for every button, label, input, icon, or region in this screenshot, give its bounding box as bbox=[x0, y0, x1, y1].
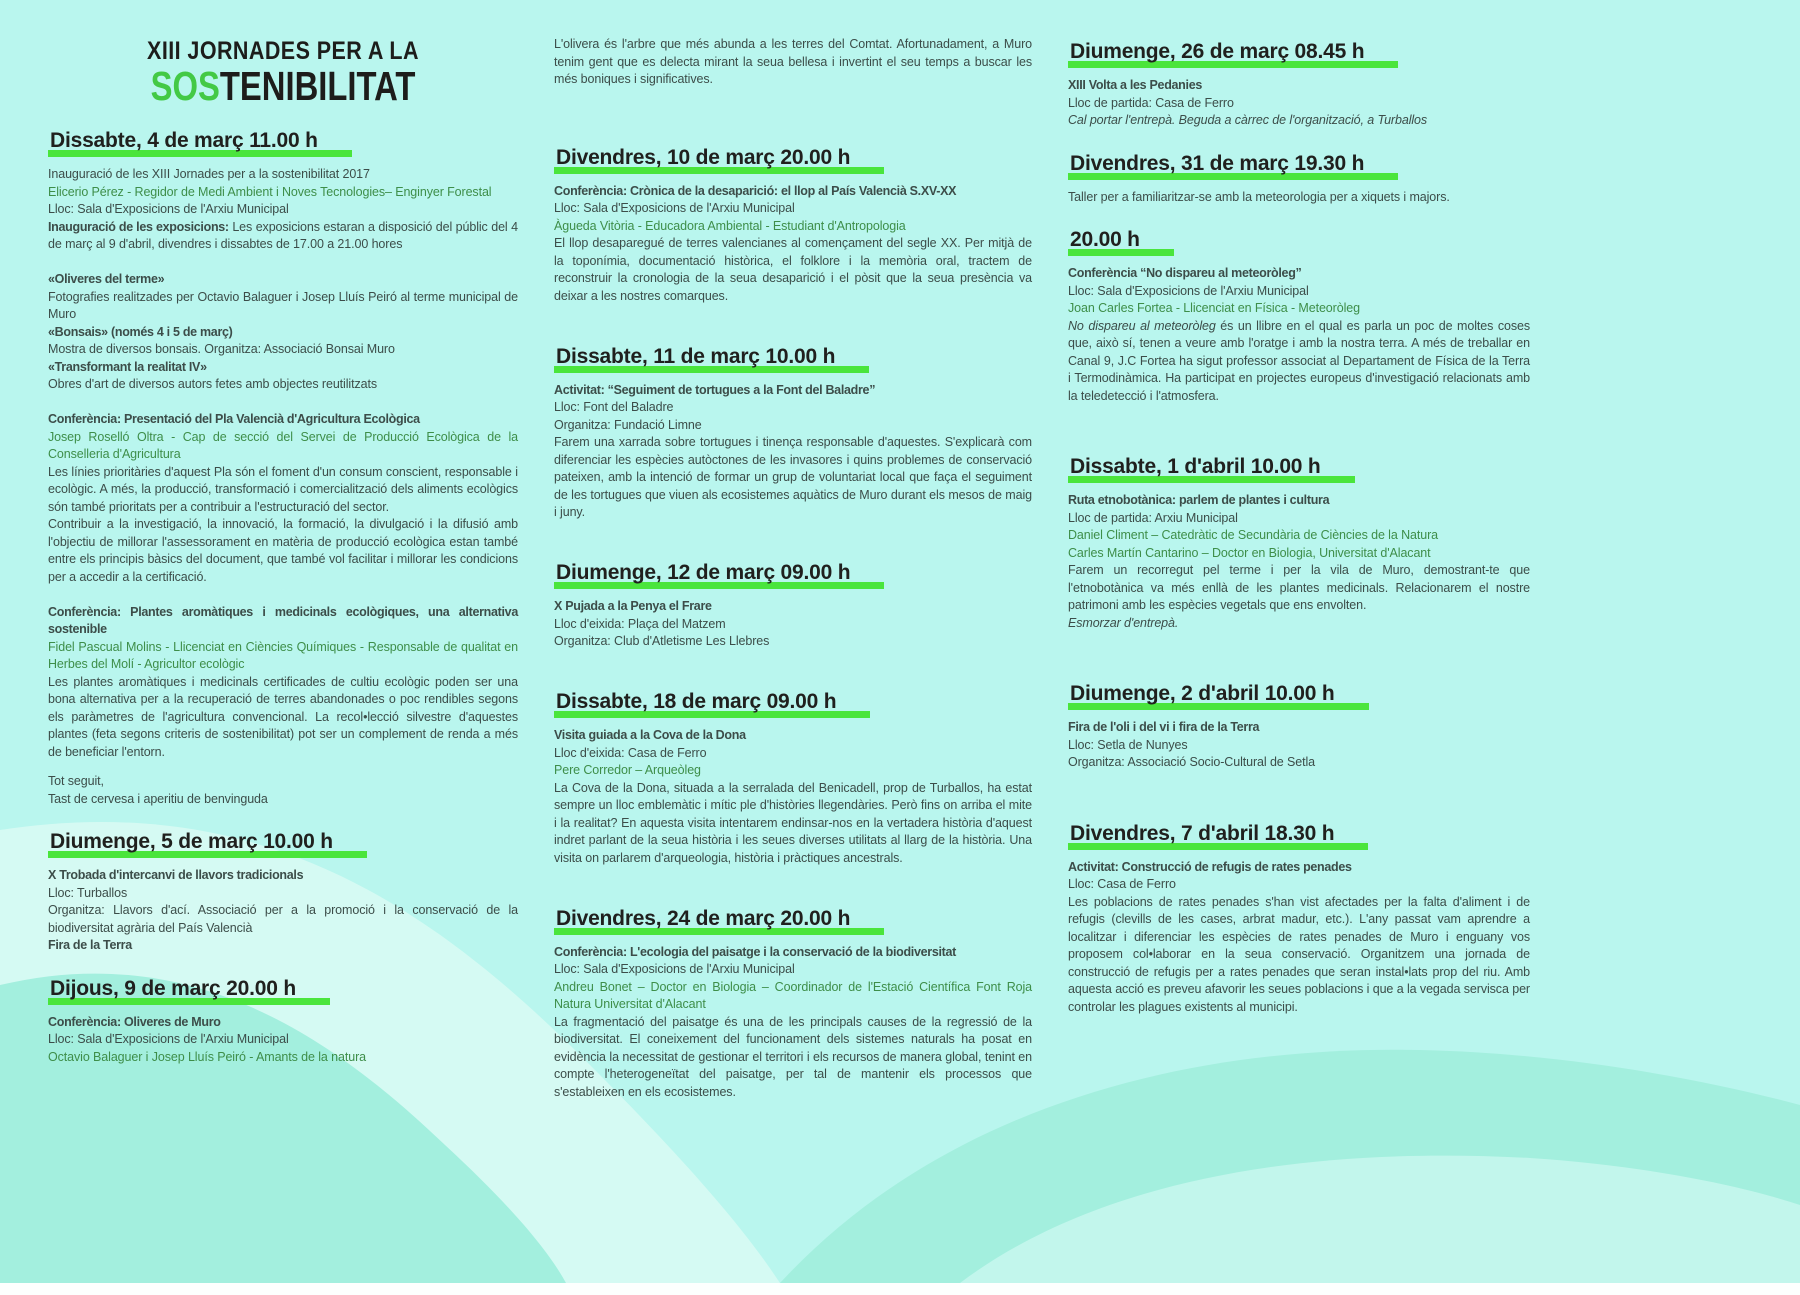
text-paragraph bbox=[1068, 77, 1530, 95]
text-segment: Fotografies realitzades per Octavio Balaguer i Josep Lluís Peiró al terme municipal de Muro bbox=[48, 289, 518, 321]
text-paragraph bbox=[48, 604, 518, 639]
spacer bbox=[1068, 405, 1530, 433]
text-paragraph bbox=[554, 616, 1032, 634]
text-paragraph bbox=[554, 745, 1032, 763]
text-paragraph bbox=[1068, 615, 1530, 633]
event-heading-text: Diumenge, 26 de març 08.45 h bbox=[1068, 40, 1398, 68]
text-segment: Les línies prioritàries d'aquest Pla són el foment d'un consum conscient, responsable i ecològic. A més, la producció, transformació i comercialització dels aliments ecològics són també prioritats per a contribuir a l'estructuració del sector. bbox=[48, 464, 518, 514]
text-paragraph bbox=[554, 382, 1032, 400]
three-column-layout bbox=[48, 0, 1530, 1283]
text-segment: Organitza: Fundació Limne bbox=[554, 417, 702, 432]
event-heading bbox=[554, 345, 1032, 373]
text-paragraph bbox=[48, 937, 518, 955]
event-heading-text: Dissabte, 11 de març 10.00 h bbox=[554, 345, 869, 373]
text-segment: «Transformant la realitat IV» bbox=[48, 359, 207, 374]
text-segment: Joan Carles Fortea - Llicenciat en Física - Meteoròleg bbox=[1068, 301, 1360, 315]
text-segment: Fira de l'oli i del vi i fira de la Terra bbox=[1068, 720, 1260, 734]
spacer bbox=[48, 254, 518, 272]
spacer bbox=[48, 761, 518, 773]
text-paragraph bbox=[1068, 510, 1530, 528]
text-paragraph bbox=[48, 184, 518, 202]
text-segment: La fragmentació del paisatge és una de les principals causes de la regressió de la biodiversitat. El coneixement del funcionament dels sistemes naturals ha posat en evidència la necessitat de gestionar el territori i els recursos de manera global, tenint en compte l'heterogeneïtat del paisatge, per tal de mantenir els processos que s'estableixen en els ecosistemes. bbox=[554, 1014, 1032, 1099]
event-heading bbox=[48, 977, 518, 1005]
text-paragraph bbox=[48, 885, 518, 903]
text-paragraph bbox=[1068, 754, 1530, 772]
text-segment: Conferència: Crònica de la desaparició: el llop al País Valencià S.XV-XX bbox=[554, 183, 957, 198]
text-paragraph bbox=[1068, 737, 1530, 755]
text-paragraph bbox=[554, 200, 1032, 218]
text-paragraph bbox=[48, 271, 518, 289]
text-paragraph bbox=[554, 417, 1032, 435]
text-paragraph bbox=[554, 979, 1032, 1014]
text-paragraph bbox=[48, 674, 518, 762]
text-segment: Farem un recorregut pel terme i per la vila de Muro, demostrant-te que l'etnobotànica va més enllà de les plantes medicinals. Relacionarem el nostre patrimoni amb les espècies vegetals que ens envolten. bbox=[1068, 563, 1530, 612]
text-paragraph bbox=[48, 166, 518, 184]
text-paragraph bbox=[554, 36, 1032, 89]
text-segment: és un llibre en el qual es parla un poc de moltes coses que, això sí, tenen a veure amb l'oratge i amb la nostra terra. A més de treballar en Canal 9, J.C Fortea ha sigut professor associat al Departament de Física de la Terra i Termodinàmica. Ha participat en projectes europeus d'investigació relacionats amb la teledetecció i l'atmosfera. bbox=[1068, 318, 1530, 403]
event-heading bbox=[1068, 40, 1530, 68]
column-left bbox=[48, 0, 518, 1283]
text-segment: Activitat: “Seguiment de tortugues a la Font del Baladre” bbox=[554, 382, 876, 397]
text-segment: Lloc de partida: Casa de Ferro bbox=[1068, 95, 1234, 110]
text-paragraph bbox=[1068, 95, 1530, 113]
text-segment: Lloc: Sala d'Exposicions de l'Arxiu Municipal bbox=[48, 1032, 289, 1047]
text-paragraph bbox=[48, 867, 518, 885]
text-segment: Inauguració de les XIII Jornades per a la sostenibilitat 2017 bbox=[48, 167, 370, 181]
text-segment: Fira de la Terra bbox=[48, 938, 132, 953]
text-segment: Lloc: Sala d'Exposicions de l'Arxiu Municipal bbox=[48, 202, 289, 216]
text-segment: «Oliveres del terme» bbox=[48, 272, 165, 286]
column-middle bbox=[554, 0, 1032, 1283]
text-paragraph bbox=[554, 727, 1032, 745]
spacer bbox=[1068, 632, 1530, 660]
text-segment: Ruta etnobotànica: parlem de plantes i cultura bbox=[1068, 493, 1330, 507]
text-paragraph bbox=[1068, 876, 1530, 894]
text-paragraph bbox=[1068, 894, 1530, 1017]
event-heading bbox=[1068, 455, 1530, 483]
event-heading bbox=[1068, 152, 1530, 180]
text-paragraph bbox=[554, 780, 1032, 868]
brand-logo bbox=[48, 38, 518, 107]
text-segment: Lloc d'eixida: Plaça del Matzem bbox=[554, 616, 726, 631]
text-paragraph bbox=[48, 1049, 518, 1067]
text-segment: Visita guiada a la Cova de la Dona bbox=[554, 728, 746, 742]
text-segment: Lloc d'eixida: Casa de Ferro bbox=[554, 745, 707, 760]
text-segment: Conferència: Plantes aromàtiques i medicinals ecològiques, una alternativa sostenible bbox=[48, 604, 518, 636]
event-heading bbox=[1068, 682, 1530, 710]
text-paragraph bbox=[1068, 283, 1530, 301]
text-paragraph bbox=[1068, 318, 1530, 406]
text-paragraph bbox=[48, 219, 518, 254]
logo-rest-text: TENIBILITAT bbox=[219, 63, 416, 109]
text-paragraph bbox=[554, 961, 1032, 979]
text-paragraph bbox=[554, 633, 1032, 651]
text-segment: Taller per a familiaritzar-se amb la meteorologia per a xiquets i majors. bbox=[1068, 189, 1450, 204]
text-paragraph bbox=[1068, 719, 1530, 737]
text-segment: Lloc: Sala d'Exposicions de l'Arxiu Municipal bbox=[554, 201, 795, 215]
text-segment: Lloc: Font del Baladre bbox=[554, 400, 674, 414]
spacer bbox=[554, 89, 1032, 124]
text-segment: Elicerio Pérez - Regidor de Medi Ambient i Noves Tecnologies– Enginyer Forestal bbox=[48, 184, 492, 199]
text-paragraph bbox=[1068, 492, 1530, 510]
text-paragraph bbox=[1068, 527, 1530, 545]
spacer bbox=[554, 867, 1032, 885]
text-paragraph bbox=[1068, 300, 1530, 318]
event-heading bbox=[48, 129, 518, 157]
text-segment: Tot seguit, bbox=[48, 774, 104, 789]
text-segment: Conferència: Oliveres de Muro bbox=[48, 1014, 221, 1029]
event-heading-text: Divendres, 7 d'abril 18.30 h bbox=[1068, 822, 1368, 850]
text-segment: Andreu Bonet – Doctor en Biologia – Coordinador de l'Estació Científica Font Roja Natura Universitat d'Alacant bbox=[554, 979, 1032, 1011]
event-heading-text: Dissabte, 18 de març 09.00 h bbox=[554, 690, 870, 718]
text-segment: Tast de cervesa i aperitiu de benvinguda bbox=[48, 791, 268, 806]
text-paragraph bbox=[48, 289, 518, 324]
text-segment: Cal portar l'entrepà. Beguda a càrrec de l'organització, a Turballos bbox=[1068, 113, 1428, 127]
text-paragraph bbox=[48, 464, 518, 517]
text-segment: «Bonsais» (només 4 i 5 de març) bbox=[48, 324, 233, 339]
text-paragraph bbox=[554, 598, 1032, 616]
text-paragraph bbox=[48, 359, 518, 377]
text-segment: L'olivera és l'arbre que més abunda a les terres del Comtat. Afortunadament, a Muro tenim gent que es delecta mirant la seua bellesa i invertint el seu temps a buscar les més boniques i significatives. bbox=[554, 37, 1032, 86]
text-segment: Daniel Climent – Catedràtic de Secundària de Ciències de la Natura bbox=[1068, 528, 1438, 542]
event-heading bbox=[554, 907, 1032, 935]
event-heading-text: Divendres, 24 de març 20.00 h bbox=[554, 907, 884, 935]
text-paragraph bbox=[554, 399, 1032, 417]
event-heading bbox=[554, 690, 1032, 718]
text-paragraph bbox=[1068, 562, 1530, 615]
text-paragraph bbox=[554, 434, 1032, 522]
text-segment: X Pujada a la Penya el Frare bbox=[554, 599, 712, 613]
text-paragraph bbox=[48, 376, 518, 394]
text-segment: Organitza: Llavors d'ací. Associació per a la promoció i la conservació de la biodiversitat agrària del País Valencià bbox=[48, 903, 518, 935]
text-paragraph bbox=[554, 1014, 1032, 1102]
text-segment: Lloc: Setla de Nunyes bbox=[1068, 737, 1188, 752]
spacer bbox=[554, 651, 1032, 669]
event-heading-text: Dissabte, 4 de març 11.00 h bbox=[48, 129, 352, 157]
text-segment: La Cova de la Dona, situada a la serralada del Benicadell, prop de Turballos, ha estat sempre un lloc emblemàtic i mític ple d'històries llegendàries. Però fins on arriba el mite i la realitat? En aquesta visita intentarem endinsar-nos en la vertadera història d'aquest indret parlant de la seua història i les seues diverses utilitats al llarg de la història. Una visita on parlarem d'arqueologia, història i pràctiques ancestrals. bbox=[554, 780, 1032, 865]
text-paragraph bbox=[48, 1031, 518, 1049]
text-paragraph bbox=[48, 411, 518, 429]
text-segment: Conferència: Presentació del Pla Valencià d'Agricultura Ecològica bbox=[48, 412, 420, 426]
event-heading-text: Diumenge, 5 de març 10.00 h bbox=[48, 830, 367, 858]
text-paragraph bbox=[554, 762, 1032, 780]
text-paragraph bbox=[48, 1014, 518, 1032]
text-segment: Conferència “No dispareu al meteoròleg” bbox=[1068, 266, 1302, 280]
text-segment: El llop desaparegué de terres valencianes al començament del segle XX. Per mitjà de la toponímia, documentació històrica, el folklore i la memòria oral, tractem de reconstruir la cronologia de la seua desaparició i el pòsit que la seua presència va deixar a les nostres comarques. bbox=[554, 236, 1032, 303]
text-paragraph bbox=[554, 235, 1032, 305]
text-segment: Fidel Pascual Molins - Llicenciat en Ciències Químiques - Responsable de qualitat en Herbes del Molí - Agricultor ecològic bbox=[48, 639, 518, 671]
text-segment: XIII Volta a les Pedanies bbox=[1068, 78, 1202, 92]
text-segment: Organitza: Associació Socio-Cultural de Setla bbox=[1068, 755, 1316, 769]
event-heading bbox=[1068, 822, 1530, 850]
text-segment: Contribuir a la investigació, la innovació, la formació, la divulgació i la difusió amb l'objectiu de millorar l'assessorament en matèria de producció ecològica estan també entre els principis bàsics del document, que també vol facilitar i millorar les condicions per a accedir a la certificació. bbox=[48, 517, 518, 584]
text-segment: Esmorzar d'entrepà. bbox=[1068, 615, 1179, 630]
text-paragraph bbox=[554, 218, 1032, 236]
text-segment: Inauguració de les exposicions: bbox=[48, 219, 229, 234]
event-heading bbox=[48, 830, 518, 858]
bottom-margin-strip bbox=[0, 1283, 1800, 1295]
logo-title-line1: XIII JORNADES PER A LA bbox=[147, 37, 419, 65]
text-segment: Obres d'art de diversos autors fetes amb objectes reutilitzats bbox=[48, 377, 377, 391]
text-segment: Lloc: Turballos bbox=[48, 885, 128, 900]
spacer bbox=[48, 586, 518, 604]
event-heading-text: Divendres, 10 de març 20.00 h bbox=[554, 146, 884, 174]
text-segment: Lloc: Sala d'Exposicions de l'Arxiu Municipal bbox=[1068, 283, 1309, 298]
text-paragraph bbox=[48, 773, 518, 791]
text-paragraph bbox=[554, 944, 1032, 962]
text-segment: Lloc: Casa de Ferro bbox=[1068, 877, 1176, 891]
text-segment: Les poblacions de rates penades s'han vist afectades per la falta d'aliment i de refugis (clevills de les cases, arbrat madur, etc.). L'any passat vam aprendre a localitzar i diferenciar les espècies de rates penades de Muro i enguany vos proposem col•laborar en la seua conservació. Organitzem una jornada de construcció de refugis per a rates penades que seran instal•lats prop del riu. Amb aquesta acció es preveu afavorir les seues poblacions i que a la vegada servisca per controlar les plagues existents al municipi. bbox=[1068, 894, 1530, 1014]
text-segment: Farem una xarrada sobre tortugues i tinença responsable d'aquestes. S'explicarà com diferenciar les espècies autòctones de les invasores i quins problemes de conservació pateixen, amb la intenció de formar un grup de voluntariat local que faça el seguiment de les tortugues que viuen als ecosistemes aquàtics de Muro durant els mesos de maig i juny. bbox=[554, 435, 1032, 519]
text-paragraph bbox=[48, 902, 518, 937]
text-paragraph bbox=[554, 183, 1032, 201]
spacer bbox=[48, 394, 518, 412]
text-paragraph bbox=[1068, 545, 1530, 563]
text-paragraph bbox=[48, 201, 518, 219]
text-segment: Pere Corredor – Arqueòleg bbox=[554, 763, 701, 777]
text-segment: Lloc: Sala d'Exposicions de l'Arxiu Municipal bbox=[554, 962, 795, 976]
spacer bbox=[1068, 772, 1530, 800]
text-paragraph bbox=[48, 324, 518, 342]
text-paragraph bbox=[48, 429, 518, 464]
event-heading-text: Divendres, 31 de març 19.30 h bbox=[1068, 152, 1398, 180]
event-heading-text: Diumenge, 2 d'abril 10.00 h bbox=[1068, 682, 1369, 710]
text-paragraph bbox=[48, 341, 518, 359]
text-segment: Octavio Balaguer i Josep Lluís Peiró - Amants de la natura bbox=[48, 1049, 366, 1064]
event-heading bbox=[554, 561, 1032, 589]
spacer bbox=[554, 522, 1032, 540]
text-segment: Activitat: Construcció de refugis de rates penades bbox=[1068, 859, 1352, 874]
text-segment: Conferència: L'ecologia del paisatge i la conservació de la biodiversitat bbox=[554, 944, 957, 959]
event-heading bbox=[1068, 228, 1530, 256]
text-segment: Les plantes aromàtiques i medicinals certificades de cultiu ecològic poden ser una bona alternativa per a la recuperació de terres abandonades o poc rendibles segons els paràmetres de l'agricultura convencional. La recol•lecció silvestre d'aquestes plantes (feta segons criteris de sostenibilitat) pot ser un complement de renda a més de beneficiar l'entorn. bbox=[48, 674, 518, 759]
event-heading bbox=[554, 146, 1032, 174]
logo-sos-text: SOS bbox=[150, 63, 220, 109]
event-heading-text: Dijous, 9 de març 20.00 h bbox=[48, 977, 330, 1005]
text-paragraph bbox=[48, 516, 518, 586]
text-paragraph bbox=[1068, 189, 1530, 207]
column-right bbox=[1068, 0, 1530, 1283]
event-heading-text: Dissabte, 1 d'abril 10.00 h bbox=[1068, 455, 1355, 483]
text-segment: X Trobada d'intercanvi de llavors tradicionals bbox=[48, 868, 304, 883]
text-segment: Carles Martín Cantarino – Doctor en Biologia, Universitat d'Alacant bbox=[1068, 545, 1431, 560]
text-paragraph bbox=[48, 639, 518, 674]
text-paragraph bbox=[1068, 859, 1530, 877]
text-paragraph bbox=[48, 791, 518, 809]
text-segment: Josep Roselló Oltra - Cap de secció del Servei de Producció Ecològica de la Conselleria d'Agricultura bbox=[48, 429, 518, 461]
text-segment: Lloc de partida: Arxiu Municipal bbox=[1068, 510, 1238, 525]
logo-title-line2 bbox=[95, 65, 471, 107]
spacer bbox=[554, 305, 1032, 323]
event-heading-text: 20.00 h bbox=[1068, 228, 1174, 256]
event-heading-text: Diumenge, 12 de març 09.00 h bbox=[554, 561, 884, 589]
text-paragraph bbox=[1068, 265, 1530, 283]
text-segment: Organitza: Club d'Atletisme Les Llebres bbox=[554, 634, 770, 648]
text-segment: Les exposicions estaran a disposició del públic del 4 de març al 9 d'abril, divendres i dissabtes de 17.00 a 21.00 hores bbox=[48, 219, 518, 251]
text-segment: Àgueda Vitòria - Educadora Ambiental - Estudiant d'Antropologia bbox=[554, 218, 906, 233]
text-segment: No dispareu al meteoròleg bbox=[1068, 318, 1216, 333]
text-paragraph bbox=[1068, 112, 1530, 130]
text-segment: Mostra de diversos bonsais. Organitza: Associació Bonsai Muro bbox=[48, 342, 395, 356]
